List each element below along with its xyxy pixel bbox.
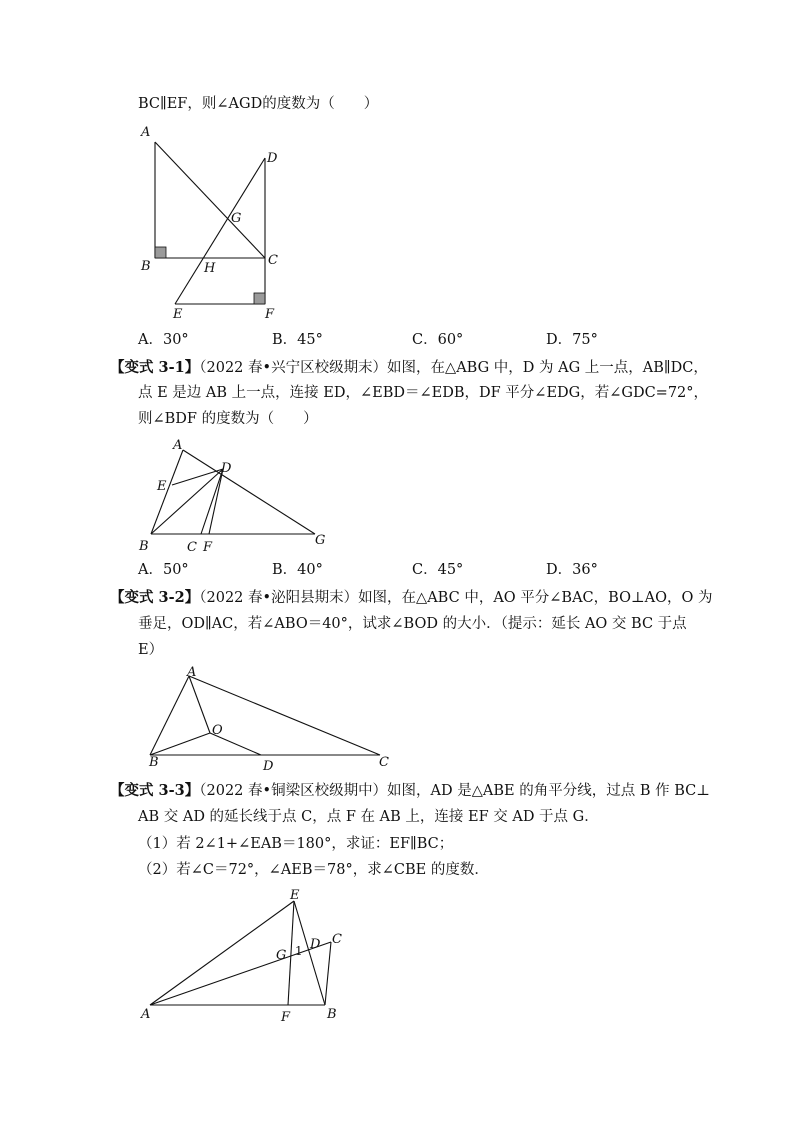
q1-label-g: G (231, 211, 242, 226)
q1-option-b[interactable]: B．45° (272, 332, 323, 348)
q1-option-c[interactable]: C．60° (412, 332, 464, 348)
v32-label-c: C (379, 755, 389, 770)
q1-right-angle-b (155, 247, 166, 258)
v31-label-b: B (139, 539, 149, 554)
q1-figure (135, 122, 295, 322)
v33-label-d: D (310, 937, 321, 952)
v33-line-ef (288, 901, 294, 1005)
v31-tag: 【变式 3-1】 (110, 359, 200, 376)
v31-label-e: E (157, 479, 167, 494)
v33-label-g: G (276, 948, 287, 963)
q1-line-de (175, 158, 265, 304)
v32-label-o: O (212, 723, 223, 738)
v33-line-cb (325, 942, 331, 1005)
v32-figure (135, 664, 405, 774)
q1-label-f: F (265, 307, 275, 322)
v31-line-fd (209, 469, 223, 534)
v31-line1 (110, 358, 708, 378)
q1-label-d: D (267, 151, 278, 166)
v33-tag: 【变式 3-3】 (110, 782, 200, 799)
v33-label-e: E (290, 888, 300, 903)
q1-label-b: B (141, 259, 151, 274)
q1-text-line: BC∥EF，则∠AGD的度数为（ ） (138, 96, 379, 112)
v31-line3: 则∠BDF 的度数为（ ） (138, 411, 318, 427)
v31-line1-text: （2022 春•兴宁区校级期末）如图，在△ABG 中，D 为 AG 上一点，AB∥DC， (199, 360, 708, 376)
v32-tag: 【变式 3-2】 (110, 589, 200, 606)
v31-label-c: C (187, 540, 197, 555)
v31-label-d: D (221, 461, 232, 476)
v31-option-c[interactable]: C．45° (412, 562, 464, 578)
v33-label-f: F (281, 1010, 291, 1025)
v31-option-d[interactable]: D．36° (546, 562, 598, 578)
v31-line-ab (151, 450, 183, 534)
v32-line-ac (189, 676, 380, 755)
v33-line-ac (150, 942, 331, 1005)
q1-option-d[interactable]: D．75° (546, 332, 598, 348)
v32-label-d: D (263, 759, 274, 774)
v32-line3: E） (138, 642, 164, 658)
v31-option-b[interactable]: B．40° (272, 562, 323, 578)
v31-option-a[interactable]: A．50° (138, 562, 189, 578)
q1-right-angle-f (254, 293, 265, 304)
q1-option-a[interactable]: A．30° (138, 332, 189, 348)
v33-label-a: A (141, 1007, 151, 1022)
q1-label-e: E (173, 307, 183, 322)
v31-label-a: A (173, 438, 183, 453)
v33-line-ae (150, 901, 294, 1005)
v32-label-a: A (187, 665, 197, 680)
q1-label-h: H (204, 261, 216, 276)
v31-line2: 点 E 是边 AB 上一点，连接 ED，∠EBD＝∠EDB，DF 平分∠EDG，若∠GDC=72°， (138, 385, 709, 401)
v31-label-f: F (203, 540, 213, 555)
v32-label-b: B (149, 755, 159, 770)
v32-line1-text: （2022 春•泌阳县期末）如图，在△ABC 中，AO 平分∠BAC，BO⊥AO，O 为 (199, 590, 713, 606)
v33-figure (135, 887, 365, 1027)
v31-label-g: G (315, 533, 326, 548)
v33-line1 (110, 781, 710, 801)
v31-line-ag (183, 450, 315, 534)
v32-line-ao (189, 676, 210, 733)
v33-line1-text: （2022 春•铜梁区校级期中）如图，AD 是△ABE 的角平分线，过点 B 作 BC⊥ (199, 783, 710, 799)
q1-label-c: C (268, 253, 278, 268)
v32-line2: 垂足，OD∥AC，若∠ABO＝40°，试求∠BOD 的大小．（提示：延长 AO 交 BC 于点 (138, 616, 687, 632)
v33-part1: （1）若 2∠1+∠EAB＝180°，求证：EF∥BC； (138, 836, 454, 852)
v32-line1 (110, 588, 712, 608)
v33-label-angle-1: 1 (295, 944, 303, 958)
v33-label-b: B (327, 1007, 337, 1022)
v31-figure (135, 436, 335, 556)
q1-label-a: A (141, 125, 151, 140)
v33-label-c: C (332, 932, 342, 947)
v33-part2: （2）若∠C＝72°，∠AEB＝78°，求∠CBE 的度数． (138, 862, 489, 878)
q1-line-ac (155, 142, 265, 258)
v33-line2: AB 交 AD 的延长线于点 C，点 F 在 AB 上，连接 EF 交 AD 于点 G． (138, 809, 599, 825)
v31-line-ed (172, 469, 223, 485)
